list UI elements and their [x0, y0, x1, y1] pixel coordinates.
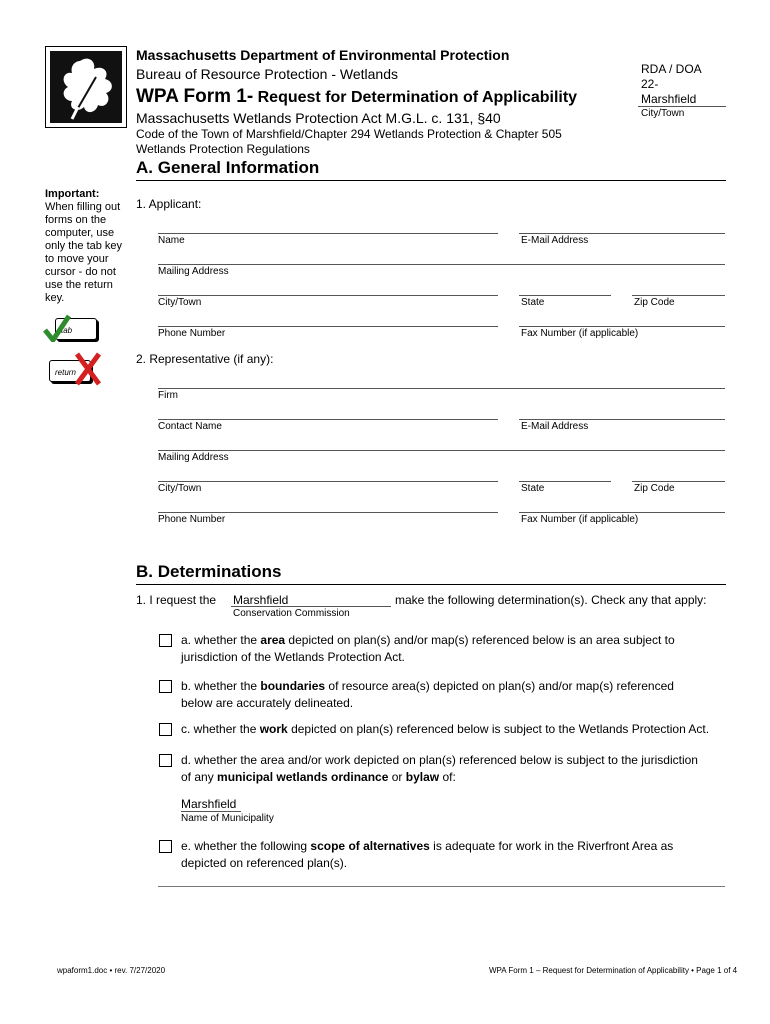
request-suffix: make the following determination(s). Check any that apply: [395, 593, 707, 607]
section-b-rule [136, 584, 726, 585]
important-note [45, 201, 122, 305]
footer-right: WPA Form 1 – Request for Determination of Applicability • Page 1 of 4 [489, 966, 738, 975]
rda-number[interactable]: 22- [641, 77, 659, 91]
rep-phone-field[interactable] [158, 512, 498, 513]
return-key-icon [47, 352, 107, 388]
applicant-zip-label: Zip Code [634, 297, 675, 308]
department-name: Massachusetts Department of Environmental Protection [136, 47, 510, 63]
note-line: use the return [45, 279, 113, 291]
option-a-text: a. whether the area depicted on plan(s) and/or map(s) referenced below is an area subject to jurisdiction of the Wetlands Protection Act. [181, 633, 675, 664]
rep-zip-field[interactable] [632, 481, 725, 482]
applicant-fax-field[interactable] [519, 326, 725, 327]
city-label: City/Town [641, 108, 685, 119]
code-line-1: Code of the Town of Marshfield/Chapter 294 Wetlands Protection & Chapter 505 [136, 127, 562, 141]
rep-city-field[interactable] [158, 481, 498, 482]
return-key-label: return [55, 368, 76, 377]
rep-mailing-field[interactable] [158, 450, 725, 451]
applicant-state-label: State [521, 297, 545, 308]
applicant-email-field[interactable] [519, 233, 725, 234]
applicant-email-label: E-Mail Address [521, 235, 589, 246]
applicant-mailing-field[interactable] [158, 264, 725, 265]
option-d-text: d. whether the area and/or work depicted on plan(s) referenced below is subject to the jurisdiction of any municipal wetlands ordinance or bylaw of: [181, 753, 698, 784]
commission-label: Conservation Commission [233, 608, 350, 619]
option-c-checkbox[interactable] [159, 723, 172, 736]
note-line: forms on the [45, 214, 107, 226]
rep-state-field[interactable] [519, 481, 611, 482]
rep-firm-label: Firm [158, 390, 178, 401]
rep-email-label: E-Mail Address [521, 421, 589, 432]
note-line: key. [45, 292, 65, 304]
act-reference: Massachusetts Wetlands Protection Act M.G.L. c. 131, §40 [136, 110, 501, 126]
section-a-rule [136, 180, 726, 181]
tab-key-label: tab [61, 326, 73, 335]
rep-contact-label: Contact Name [158, 421, 222, 432]
applicant-heading: 1. Applicant: [136, 197, 202, 211]
note-line: cursor - do not [45, 266, 116, 278]
applicant-name-label: Name [158, 235, 185, 246]
applicant-city-label: City/Town [158, 297, 202, 308]
note-line: to move your [45, 253, 109, 265]
applicant-phone-field[interactable] [158, 326, 498, 327]
oak-leaf-icon [50, 51, 122, 123]
rep-contact-field[interactable] [158, 419, 498, 420]
applicant-city-field[interactable] [158, 295, 498, 296]
option-b-text: b. whether the boundaries of resource area(s) depicted on plan(s) and/or map(s) referenced below are accurately delineated. [181, 679, 674, 710]
rep-city-label: City/Town [158, 483, 202, 494]
note-line: When filling out [45, 201, 121, 213]
applicant-mailing-label: Mailing Address [158, 266, 229, 277]
rep-zip-label: Zip Code [634, 483, 675, 494]
request-prefix: 1. I request the [136, 593, 217, 607]
commission-field[interactable]: Marshfield [233, 593, 289, 607]
option-b-checkbox[interactable] [159, 680, 172, 693]
rep-phone-label: Phone Number [158, 514, 226, 525]
code-line-2: Wetlands Protection Regulations [136, 142, 310, 156]
rda-label: RDA / DOA [641, 62, 702, 76]
commission-underline [231, 606, 391, 607]
rep-mailing-label: Mailing Address [158, 452, 229, 463]
applicant-phone-label: Phone Number [158, 328, 226, 339]
applicant-fax-label: Fax Number (if applicable) [521, 328, 639, 339]
dep-logo [45, 46, 127, 128]
section-b-bottom-rule [158, 886, 725, 887]
representative-heading: 2. Representative (if any): [136, 352, 274, 366]
rep-firm-field[interactable] [158, 388, 725, 389]
important-title: Important: [45, 188, 100, 200]
rep-fax-label: Fax Number (if applicable) [521, 514, 639, 525]
section-a-title: A. General Information [136, 158, 320, 177]
applicant-name-field[interactable] [158, 233, 498, 234]
rep-email-field[interactable] [519, 419, 725, 420]
footer-left: wpaform1.doc • rev. 7/27/2020 [57, 966, 166, 975]
form-title [136, 86, 577, 108]
form-subtitle: Request for Determination of Applicability [257, 89, 578, 106]
option-e-checkbox[interactable] [159, 840, 172, 853]
municipality-field[interactable]: Marshfield [181, 797, 237, 811]
option-d-checkbox[interactable] [159, 754, 172, 767]
tab-key-icon [47, 316, 97, 342]
checkmark-icon [43, 314, 73, 342]
x-mark-icon [73, 352, 103, 386]
form-name: WPA Form 1- [136, 86, 254, 107]
city-underline [638, 106, 726, 107]
city-value[interactable]: Marshfield [641, 92, 697, 106]
applicant-zip-field[interactable] [632, 295, 725, 296]
municipality-underline [181, 811, 241, 812]
bureau-name: Bureau of Resource Protection - Wetlands [136, 66, 398, 82]
applicant-state-field[interactable] [519, 295, 611, 296]
section-b-title: B. Determinations [136, 562, 282, 581]
rep-fax-field[interactable] [519, 512, 725, 513]
rep-state-label: State [521, 483, 545, 494]
option-c-text: c. whether the work depicted on plan(s) referenced below is subject to the Wetlands Protection Act. [181, 722, 710, 736]
note-line: only the tab key [45, 240, 123, 252]
note-line: computer, use [45, 227, 115, 239]
option-e-text: e. whether the following scope of alternatives is adequate for work in the Riverfront Area as depicted on referenced plan(s). [181, 839, 674, 870]
option-a-checkbox[interactable] [159, 634, 172, 647]
municipality-label: Name of Municipality [181, 813, 274, 824]
